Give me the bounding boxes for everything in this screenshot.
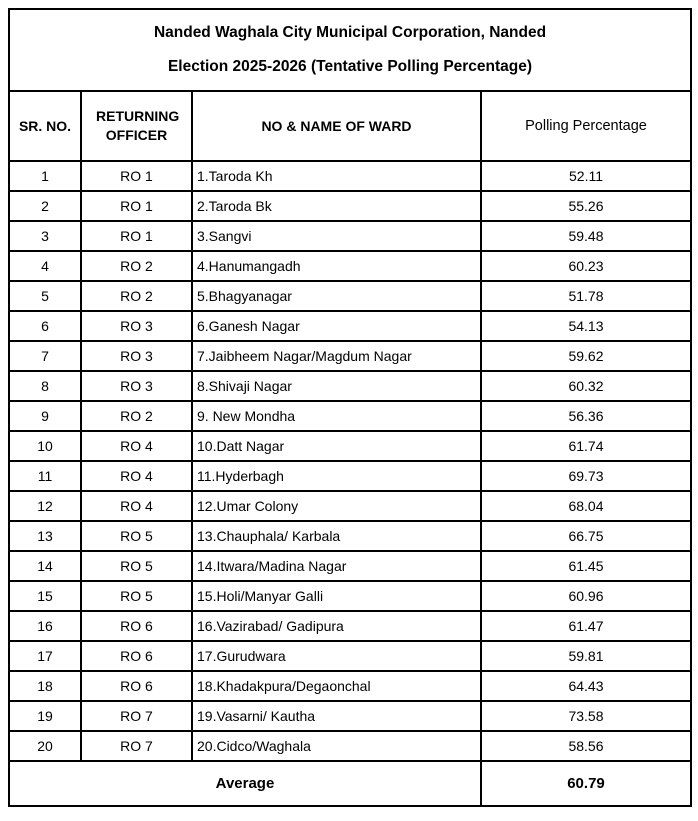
cell-returning-officer: RO 6 bbox=[81, 611, 192, 641]
column-header-sr-no: SR. NO. bbox=[9, 91, 81, 161]
cell-ward: 1.Taroda Kh bbox=[192, 161, 481, 191]
cell-returning-officer: RO 7 bbox=[81, 731, 192, 761]
cell-ward: 20.Cidco/Waghala bbox=[192, 731, 481, 761]
cell-returning-officer: RO 5 bbox=[81, 521, 192, 551]
cell-polling-percentage: 60.23 bbox=[481, 251, 691, 281]
table-row bbox=[9, 491, 691, 521]
cell-sr-no: 19 bbox=[9, 701, 81, 731]
cell-sr-no: 12 bbox=[9, 491, 81, 521]
table-row bbox=[9, 221, 691, 251]
cell-returning-officer: RO 4 bbox=[81, 431, 192, 461]
cell-ward: 2.Taroda Bk bbox=[192, 191, 481, 221]
cell-ward: 11.Hyderbagh bbox=[192, 461, 481, 491]
polling-table-sheet bbox=[8, 8, 690, 807]
cell-sr-no: 17 bbox=[9, 641, 81, 671]
cell-sr-no: 20 bbox=[9, 731, 81, 761]
cell-polling-percentage: 58.56 bbox=[481, 731, 691, 761]
cell-polling-percentage: 64.43 bbox=[481, 671, 691, 701]
cell-returning-officer: RO 7 bbox=[81, 701, 192, 731]
column-header-ward: NO & NAME OF WARD bbox=[192, 91, 481, 161]
cell-returning-officer: RO 3 bbox=[81, 371, 192, 401]
title-line-2: Election 2025-2026 (Tentative Polling Percentage) bbox=[167, 58, 533, 75]
cell-returning-officer: RO 1 bbox=[81, 221, 192, 251]
cell-sr-no: 2 bbox=[9, 191, 81, 221]
cell-ward: 17.Gurudwara bbox=[192, 641, 481, 671]
cell-ward: 18.Khadakpura/Degaonchal bbox=[192, 671, 481, 701]
polling-percentage-table bbox=[8, 8, 692, 807]
cell-sr-no: 7 bbox=[9, 341, 81, 371]
cell-sr-no: 14 bbox=[9, 551, 81, 581]
table-row bbox=[9, 521, 691, 551]
cell-sr-no: 11 bbox=[9, 461, 81, 491]
cell-sr-no: 3 bbox=[9, 221, 81, 251]
cell-polling-percentage: 51.78 bbox=[481, 281, 691, 311]
average-row bbox=[9, 761, 691, 806]
cell-returning-officer: RO 5 bbox=[81, 581, 192, 611]
table-row bbox=[9, 191, 691, 221]
table-row bbox=[9, 341, 691, 371]
cell-sr-no: 6 bbox=[9, 311, 81, 341]
cell-ward: 19.Vasarni/ Kautha bbox=[192, 701, 481, 731]
table-row bbox=[9, 371, 691, 401]
cell-sr-no: 1 bbox=[9, 161, 81, 191]
column-header-row bbox=[9, 91, 691, 161]
cell-sr-no: 18 bbox=[9, 671, 81, 701]
cell-polling-percentage: 60.96 bbox=[481, 581, 691, 611]
cell-polling-percentage: 59.48 bbox=[481, 221, 691, 251]
cell-ward: 10.Datt Nagar bbox=[192, 431, 481, 461]
cell-sr-no: 16 bbox=[9, 611, 81, 641]
table-row bbox=[9, 431, 691, 461]
cell-polling-percentage: 56.36 bbox=[481, 401, 691, 431]
cell-returning-officer: RO 2 bbox=[81, 401, 192, 431]
cell-polling-percentage: 52.11 bbox=[481, 161, 691, 191]
table-row bbox=[9, 401, 691, 431]
document-title bbox=[9, 9, 691, 91]
table-row bbox=[9, 281, 691, 311]
table-row bbox=[9, 551, 691, 581]
cell-ward: 5.Bhagyanagar bbox=[192, 281, 481, 311]
cell-ward: 3.Sangvi bbox=[192, 221, 481, 251]
cell-sr-no: 15 bbox=[9, 581, 81, 611]
average-value: 60.79 bbox=[481, 761, 691, 806]
cell-returning-officer: RO 1 bbox=[81, 161, 192, 191]
cell-returning-officer: RO 4 bbox=[81, 461, 192, 491]
cell-ward: 7.Jaibheem Nagar/Magdum Nagar bbox=[192, 341, 481, 371]
table-row bbox=[9, 671, 691, 701]
cell-sr-no: 8 bbox=[9, 371, 81, 401]
cell-ward: 12.Umar Colony bbox=[192, 491, 481, 521]
cell-returning-officer: RO 3 bbox=[81, 311, 192, 341]
cell-sr-no: 10 bbox=[9, 431, 81, 461]
title-row bbox=[9, 9, 691, 91]
cell-ward: 8.Shivaji Nagar bbox=[192, 371, 481, 401]
cell-polling-percentage: 55.26 bbox=[481, 191, 691, 221]
cell-returning-officer: RO 1 bbox=[81, 191, 192, 221]
cell-polling-percentage: 61.47 bbox=[481, 611, 691, 641]
cell-returning-officer: RO 4 bbox=[81, 491, 192, 521]
cell-ward: 4.Hanumangadh bbox=[192, 251, 481, 281]
table-body bbox=[9, 161, 691, 761]
cell-polling-percentage: 69.73 bbox=[481, 461, 691, 491]
table-row bbox=[9, 611, 691, 641]
cell-ward: 15.Holi/Manyar Galli bbox=[192, 581, 481, 611]
cell-ward: 6.Ganesh Nagar bbox=[192, 311, 481, 341]
cell-ward: 9. New Mondha bbox=[192, 401, 481, 431]
title-line-1: Nanded Waghala City Municipal Corporation, Nanded bbox=[153, 24, 547, 41]
table-row bbox=[9, 311, 691, 341]
table-row bbox=[9, 731, 691, 761]
column-header-returning-officer: RETURNING OFFICER bbox=[81, 91, 192, 161]
average-label: Average bbox=[9, 761, 481, 806]
cell-returning-officer: RO 3 bbox=[81, 341, 192, 371]
cell-returning-officer: RO 5 bbox=[81, 551, 192, 581]
column-header-polling-percentage: Polling Percentage bbox=[481, 91, 691, 161]
cell-polling-percentage: 59.62 bbox=[481, 341, 691, 371]
cell-sr-no: 13 bbox=[9, 521, 81, 551]
cell-polling-percentage: 66.75 bbox=[481, 521, 691, 551]
cell-sr-no: 4 bbox=[9, 251, 81, 281]
table-row bbox=[9, 461, 691, 491]
cell-ward: 13.Chauphala/ Karbala bbox=[192, 521, 481, 551]
cell-returning-officer: RO 6 bbox=[81, 671, 192, 701]
cell-polling-percentage: 59.81 bbox=[481, 641, 691, 671]
cell-ward: 14.Itwara/Madina Nagar bbox=[192, 551, 481, 581]
cell-returning-officer: RO 2 bbox=[81, 251, 192, 281]
table-row bbox=[9, 161, 691, 191]
cell-polling-percentage: 61.45 bbox=[481, 551, 691, 581]
cell-polling-percentage: 73.58 bbox=[481, 701, 691, 731]
cell-polling-percentage: 60.32 bbox=[481, 371, 691, 401]
cell-polling-percentage: 61.74 bbox=[481, 431, 691, 461]
table-row bbox=[9, 581, 691, 611]
cell-sr-no: 9 bbox=[9, 401, 81, 431]
cell-sr-no: 5 bbox=[9, 281, 81, 311]
cell-returning-officer: RO 2 bbox=[81, 281, 192, 311]
table-row bbox=[9, 701, 691, 731]
cell-polling-percentage: 54.13 bbox=[481, 311, 691, 341]
cell-returning-officer: RO 6 bbox=[81, 641, 192, 671]
table-row bbox=[9, 641, 691, 671]
cell-polling-percentage: 68.04 bbox=[481, 491, 691, 521]
cell-ward: 16.Vazirabad/ Gadipura bbox=[192, 611, 481, 641]
table-row bbox=[9, 251, 691, 281]
